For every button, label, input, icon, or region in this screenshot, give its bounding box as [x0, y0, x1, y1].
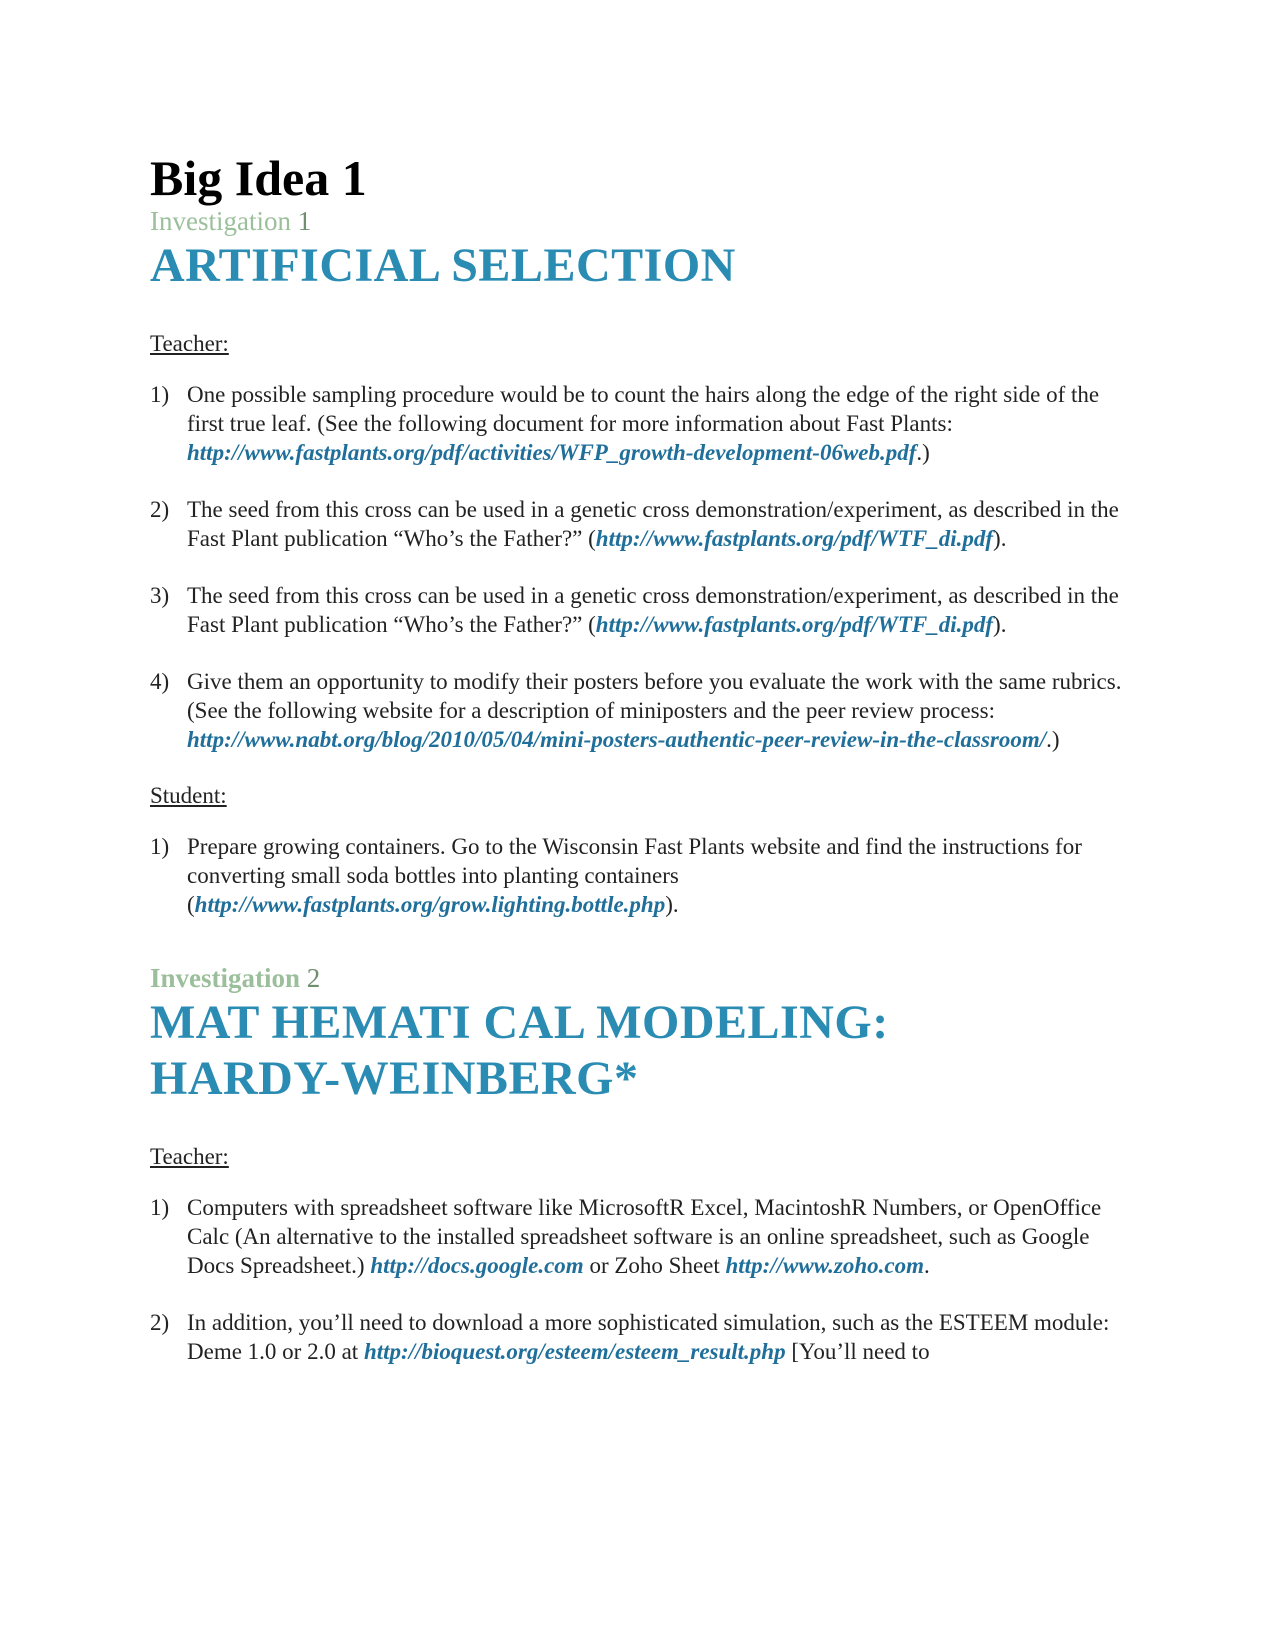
item-text: The seed from this cross can be used in a genetic cross demonstration/experiment, as described in the Fast Plant publication “Who’s the Father?” (: [187, 583, 1119, 637]
item-text: The seed from this cross can be used in a genetic cross demonstration/experiment, as described in the Fast Plant publication “Who’s the Father?” (: [187, 497, 1119, 551]
list-item: [150, 1193, 1140, 1280]
item-text-end: ).: [993, 526, 1007, 551]
item-text: Give them an opportunity to modify their posters before you evaluate the work with the same rubrics. (See the following website for a description of miniposters and the peer review process:: [187, 669, 1122, 723]
page-title: Big Idea 1: [150, 150, 367, 206]
item-text-mid: or Zoho Sheet: [583, 1253, 726, 1278]
list-item: [150, 667, 1140, 754]
grow-bottle-link[interactable]: http://www.fastplants.org/grow.lighting.bottle.php: [194, 892, 666, 917]
list-item: [150, 581, 1140, 639]
teacher-label: Teacher:: [150, 1144, 229, 1169]
section-title: ARTIFICIAL SELECTION: [150, 239, 736, 292]
list-item: [150, 1308, 1140, 1366]
list-item: [150, 495, 1140, 553]
item-text: Computers with spreadsheet software like MicrosoftR Excel, MacintoshR Numbers, or OpenOffice Calc (An alternative to the installed spreadsheet software is an online spreadsheet, such as Google Docs Spreadsheet.): [187, 1195, 1102, 1278]
investigation-label: [150, 963, 1140, 993]
investigation-number: 1: [297, 206, 312, 236]
teacher-list: [150, 380, 1140, 754]
item-text: Prepare growing containers. Go to the Wisconsin Fast Plants website and find the instructions for converting small soda bottles into planting containers (: [187, 834, 1082, 917]
item-text: In addition, you’ll need to download a more sophisticated simulation, such as the ESTEEM module: Deme 1.0 or 2.0 at: [187, 1310, 1110, 1364]
section-title-line-2: HARDY-WEINBERG*: [150, 1052, 639, 1105]
investigation-label: [150, 206, 1140, 236]
section-title-line-1: MAT HEMATI CAL MODELING:: [150, 996, 889, 1049]
item-text-end: ).: [993, 612, 1007, 637]
item-text-end: .): [1046, 727, 1060, 752]
investigation-word: Investigation: [150, 206, 298, 236]
item-number: 1): [150, 834, 170, 859]
investigation-number: 2: [306, 963, 321, 993]
teacher-label: Teacher:: [150, 331, 229, 356]
item-text: One possible sampling procedure would be to count the hairs along the edge of the right side of the first true leaf. (See the following document for more information about Fast Plants:: [187, 382, 1100, 436]
item-number: 4): [150, 669, 170, 694]
item-text-end: ).: [665, 892, 679, 917]
item-number: 3): [150, 583, 170, 608]
nabt-miniposters-link[interactable]: http://www.nabt.org/blog/2010/05/04/mini-posters-authentic-peer-review-in-the-classroom/: [187, 727, 1047, 752]
google-docs-link[interactable]: http://docs.google.com: [370, 1253, 584, 1278]
zoho-link[interactable]: http://www.zoho.com: [725, 1253, 925, 1278]
esteem-link[interactable]: http://bioquest.org/esteem/esteem_result.php: [363, 1339, 786, 1364]
wtf-pdf-link[interactable]: http://www.fastplants.org/pdf/WTF_di.pdf: [595, 612, 994, 637]
item-text-end: .: [924, 1253, 930, 1278]
item-number: 2): [150, 497, 170, 522]
item-number: 1): [150, 382, 170, 407]
fastplants-growth-link[interactable]: http://www.fastplants.org/pdf/activities/WFP_growth-development-06web.pdf: [187, 440, 917, 465]
document-page: [150, 150, 1140, 1394]
section-title: [150, 995, 1140, 1107]
item-number: 1): [150, 1195, 170, 1220]
student-list: [150, 832, 1140, 919]
investigation-1-section: [150, 206, 1140, 919]
wtf-pdf-link[interactable]: http://www.fastplants.org/pdf/WTF_di.pdf: [595, 526, 994, 551]
list-item: [150, 380, 1140, 467]
investigation-2-section: [150, 963, 1140, 1366]
item-text-end: .): [916, 440, 930, 465]
list-item: [150, 832, 1140, 919]
item-number: 2): [150, 1310, 170, 1335]
student-label: Student:: [150, 783, 227, 808]
item-text-end: [You’ll need to: [785, 1339, 930, 1364]
teacher-list: [150, 1193, 1140, 1366]
investigation-word: Investigation: [150, 963, 307, 993]
